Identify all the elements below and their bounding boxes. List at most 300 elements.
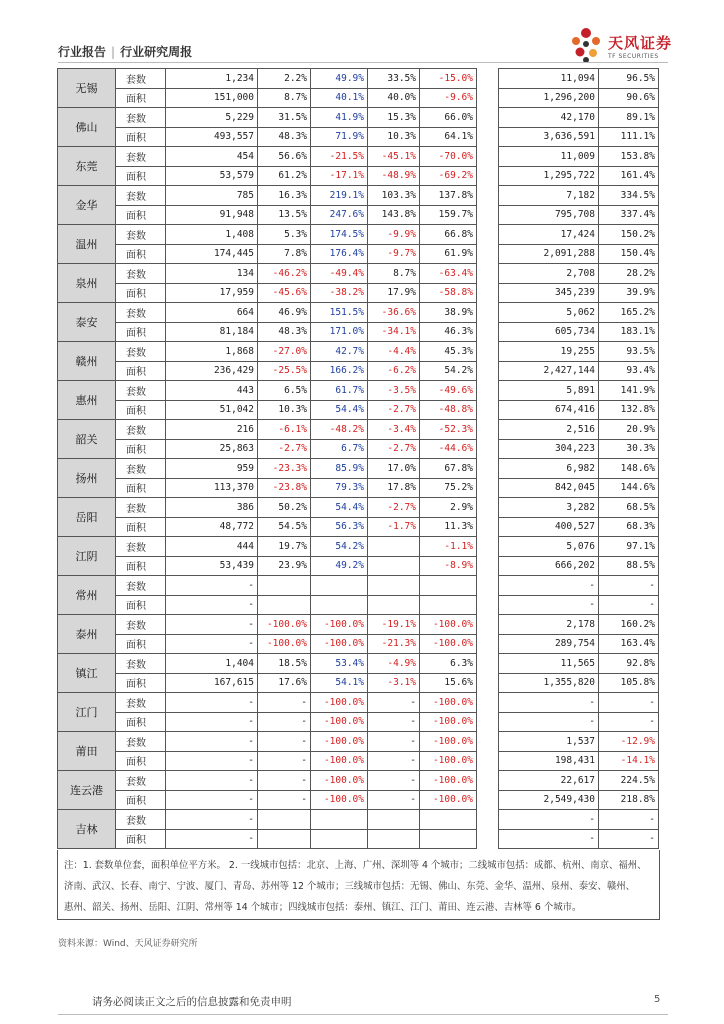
value-cell: -100.0%	[420, 751, 477, 771]
column-gap	[477, 537, 499, 557]
value-cell: 795,708	[499, 205, 599, 225]
column-gap	[477, 556, 499, 576]
value-cell: 96.5%	[599, 69, 659, 89]
table-row	[58, 576, 659, 596]
indicator-cell: 套数	[116, 498, 166, 518]
value-cell: 493,557	[166, 127, 258, 147]
footer-disclaimer: 请务必阅读正文之后的信息披露和免责申明	[92, 996, 292, 1008]
indicator-cell: 套数	[116, 693, 166, 713]
value-cell: 1,868	[166, 342, 258, 362]
value-cell: 103.3%	[368, 186, 420, 206]
value-cell: 48.3%	[258, 127, 311, 147]
column-gap	[477, 381, 499, 401]
tf-securities-logo	[568, 26, 678, 66]
breadcrumb-type: 行业研究周报	[120, 45, 193, 59]
value-cell: 2,549,430	[499, 790, 599, 810]
value-cell: 334.5%	[599, 186, 659, 206]
table-row	[58, 127, 659, 147]
indicator-cell: 套数	[116, 576, 166, 596]
value-cell: 13.5%	[258, 205, 311, 225]
value-cell: 54.4%	[311, 498, 368, 518]
indicator-cell: 套数	[116, 264, 166, 284]
value-cell: 46.3%	[420, 322, 477, 342]
value-cell: 88.5%	[599, 556, 659, 576]
indicator-cell: 套数	[116, 615, 166, 635]
value-cell: 151,000	[166, 88, 258, 108]
value-cell: -1.1%	[420, 537, 477, 557]
indicator-cell: 面积	[116, 205, 166, 225]
note-line-2: 济南、武汉、长春、南宁、宁波、厦门、青岛、苏州等 12 个城市；三线城市包括：无锡、佛山、东莞、金华、温州、泉州、泰安、赣州、	[64, 881, 636, 892]
value-cell: -2.7%	[368, 498, 420, 518]
city-name-cell: 东莞	[58, 147, 116, 186]
value-cell: 6,982	[499, 459, 599, 479]
table-row	[58, 322, 659, 342]
value-cell: -100.0%	[420, 790, 477, 810]
value-cell: -	[499, 595, 599, 615]
value-cell: -12.9%	[599, 732, 659, 752]
value-cell: -9.7%	[368, 244, 420, 264]
city-name-cell: 常州	[58, 576, 116, 615]
value-cell: 54.5%	[258, 517, 311, 537]
value-cell: -100.0%	[420, 771, 477, 791]
value-cell: 54.1%	[311, 673, 368, 693]
value-cell: -6.2%	[368, 361, 420, 381]
value-cell: 85.9%	[311, 459, 368, 479]
value-cell: -19.1%	[368, 615, 420, 635]
column-gap	[477, 498, 499, 518]
value-cell: 289,754	[499, 634, 599, 654]
value-cell: 2,427,144	[499, 361, 599, 381]
indicator-cell: 面积	[116, 166, 166, 186]
column-gap	[477, 517, 499, 537]
value-cell: -	[599, 693, 659, 713]
value-cell: -4.9%	[368, 654, 420, 674]
value-cell: -	[258, 751, 311, 771]
value-cell	[311, 810, 368, 830]
column-gap	[477, 634, 499, 654]
city-name-cell: 镇江	[58, 654, 116, 693]
column-gap	[477, 790, 499, 810]
indicator-cell: 套数	[116, 732, 166, 752]
value-cell: 50.2%	[258, 498, 311, 518]
table-row	[58, 634, 659, 654]
value-cell: 159.7%	[420, 205, 477, 225]
value-cell: 40.1%	[311, 88, 368, 108]
value-cell: -	[166, 751, 258, 771]
value-cell: 1,234	[166, 69, 258, 89]
value-cell: 42.7%	[311, 342, 368, 362]
column-gap	[477, 732, 499, 752]
value-cell: 2,091,288	[499, 244, 599, 264]
value-cell: 219.1%	[311, 186, 368, 206]
table-row	[58, 225, 659, 245]
value-cell: 10.3%	[368, 127, 420, 147]
value-cell: 23.9%	[258, 556, 311, 576]
column-gap	[477, 829, 499, 849]
indicator-cell: 面积	[116, 439, 166, 459]
table-row	[58, 556, 659, 576]
value-cell: -14.1%	[599, 751, 659, 771]
value-cell: 90.6%	[599, 88, 659, 108]
value-cell: 224.5%	[599, 771, 659, 791]
value-cell: -100.0%	[311, 634, 368, 654]
logo-subtitle: TF SECURITIES	[608, 53, 659, 60]
table-row	[58, 186, 659, 206]
page-number: 5	[654, 994, 661, 1005]
value-cell: -45.1%	[368, 147, 420, 167]
city-name-cell: 惠州	[58, 381, 116, 420]
table-row	[58, 732, 659, 752]
value-cell: 7.8%	[258, 244, 311, 264]
footer-divider	[58, 1014, 668, 1015]
value-cell: 56.6%	[258, 147, 311, 167]
value-cell: -	[166, 693, 258, 713]
value-cell: 15.6%	[420, 673, 477, 693]
value-cell: 48,772	[166, 517, 258, 537]
table-row	[58, 303, 659, 323]
city-name-cell: 泰州	[58, 615, 116, 654]
indicator-cell: 面积	[116, 322, 166, 342]
indicator-cell: 套数	[116, 225, 166, 245]
value-cell: 216	[166, 420, 258, 440]
column-gap	[477, 225, 499, 245]
table-row	[58, 147, 659, 167]
value-cell: 6.7%	[311, 439, 368, 459]
column-gap	[477, 400, 499, 420]
value-cell: 49.2%	[311, 556, 368, 576]
value-cell: -36.6%	[368, 303, 420, 323]
logo-name: 天风证券	[608, 34, 673, 52]
column-gap	[477, 147, 499, 167]
value-cell: -38.2%	[311, 283, 368, 303]
value-cell: 41.9%	[311, 108, 368, 128]
indicator-cell: 面积	[116, 361, 166, 381]
value-cell: 28.2%	[599, 264, 659, 284]
value-cell: -4.4%	[368, 342, 420, 362]
value-cell: 17.0%	[368, 459, 420, 479]
value-cell: 842,045	[499, 478, 599, 498]
column-gap	[477, 88, 499, 108]
value-cell: 5,076	[499, 537, 599, 557]
column-gap	[477, 439, 499, 459]
table-row	[58, 693, 659, 713]
value-cell: 785	[166, 186, 258, 206]
value-cell: 664	[166, 303, 258, 323]
value-cell: -	[599, 810, 659, 830]
indicator-cell: 套数	[116, 69, 166, 89]
value-cell: 7,182	[499, 186, 599, 206]
value-cell: -25.5%	[258, 361, 311, 381]
value-cell: 53,579	[166, 166, 258, 186]
table-row	[58, 264, 659, 284]
city-name-cell: 莆田	[58, 732, 116, 771]
indicator-cell: 套数	[116, 459, 166, 479]
table-row	[58, 790, 659, 810]
indicator-cell: 套数	[116, 654, 166, 674]
value-cell	[368, 810, 420, 830]
value-cell	[258, 595, 311, 615]
column-gap	[477, 166, 499, 186]
value-cell: 49.9%	[311, 69, 368, 89]
value-cell: 54.2%	[311, 537, 368, 557]
value-cell: 144.6%	[599, 478, 659, 498]
value-cell: -48.2%	[311, 420, 368, 440]
indicator-cell: 套数	[116, 381, 166, 401]
value-cell: 93.5%	[599, 342, 659, 362]
value-cell: -15.0%	[420, 69, 477, 89]
city-name-cell: 泉州	[58, 264, 116, 303]
value-cell: -100.0%	[311, 751, 368, 771]
value-cell: 5,229	[166, 108, 258, 128]
value-cell: -	[499, 810, 599, 830]
city-name-cell: 金华	[58, 186, 116, 225]
value-cell: 8.7%	[368, 264, 420, 284]
value-cell: -63.4%	[420, 264, 477, 284]
value-cell: 304,223	[499, 439, 599, 459]
value-cell: -100.0%	[258, 634, 311, 654]
value-cell: -3.5%	[368, 381, 420, 401]
value-cell: 174,445	[166, 244, 258, 264]
indicator-cell: 面积	[116, 712, 166, 732]
value-cell: -	[499, 712, 599, 732]
column-gap	[477, 771, 499, 791]
table-row	[58, 771, 659, 791]
value-cell	[311, 595, 368, 615]
table-row	[58, 537, 659, 557]
value-cell: -1.7%	[368, 517, 420, 537]
value-cell: 2,178	[499, 615, 599, 635]
value-cell: 46.9%	[258, 303, 311, 323]
indicator-cell: 套数	[116, 147, 166, 167]
value-cell: -48.9%	[368, 166, 420, 186]
table-row	[58, 478, 659, 498]
table-row	[58, 342, 659, 362]
value-cell: 17.6%	[258, 673, 311, 693]
column-gap	[477, 186, 499, 206]
value-cell: 160.2%	[599, 615, 659, 635]
column-gap	[477, 615, 499, 635]
value-cell: 71.9%	[311, 127, 368, 147]
indicator-cell: 面积	[116, 283, 166, 303]
value-cell	[311, 576, 368, 596]
value-cell: 132.8%	[599, 400, 659, 420]
value-cell: 5,891	[499, 381, 599, 401]
value-cell: 959	[166, 459, 258, 479]
value-cell: -	[166, 595, 258, 615]
value-cell: -100.0%	[258, 615, 311, 635]
value-cell: -	[258, 693, 311, 713]
value-cell: -100.0%	[311, 771, 368, 791]
value-cell: -9.9%	[368, 225, 420, 245]
value-cell: 17,959	[166, 283, 258, 303]
column-gap	[477, 595, 499, 615]
value-cell: 61.2%	[258, 166, 311, 186]
column-gap	[477, 673, 499, 693]
indicator-cell: 面积	[116, 751, 166, 771]
value-cell: 10.3%	[258, 400, 311, 420]
value-cell: -	[368, 790, 420, 810]
column-gap	[477, 303, 499, 323]
value-cell: -8.9%	[420, 556, 477, 576]
value-cell: 134	[166, 264, 258, 284]
indicator-cell: 面积	[116, 829, 166, 849]
value-cell: -49.6%	[420, 381, 477, 401]
value-cell: 40.0%	[368, 88, 420, 108]
value-cell	[258, 810, 311, 830]
value-cell: 11,565	[499, 654, 599, 674]
indicator-cell: 面积	[116, 478, 166, 498]
value-cell: 17.8%	[368, 478, 420, 498]
value-cell: -100.0%	[311, 693, 368, 713]
value-cell: 386	[166, 498, 258, 518]
value-cell: 2.9%	[420, 498, 477, 518]
value-cell: 53.4%	[311, 654, 368, 674]
column-gap	[477, 127, 499, 147]
value-cell: 2,708	[499, 264, 599, 284]
value-cell: -	[368, 732, 420, 752]
indicator-cell: 面积	[116, 127, 166, 147]
value-cell: 38.9%	[420, 303, 477, 323]
value-cell: 17.9%	[368, 283, 420, 303]
column-gap	[477, 751, 499, 771]
value-cell: -	[368, 693, 420, 713]
table-row	[58, 361, 659, 381]
value-cell: 105.8%	[599, 673, 659, 693]
table-row	[58, 166, 659, 186]
note-line-1: 注：1. 套数单位套，面积单位平方米。 2. 一线城市包括：北京、上海、广州、深圳等 4 个城市；二线城市包括：成都、杭州、南京、福州、	[64, 860, 647, 871]
city-name-cell: 无锡	[58, 69, 116, 108]
value-cell: -17.1%	[311, 166, 368, 186]
column-gap	[477, 205, 499, 225]
indicator-cell: 套数	[116, 771, 166, 791]
value-cell: 54.4%	[311, 400, 368, 420]
value-cell: -	[166, 810, 258, 830]
table-row	[58, 595, 659, 615]
value-cell: 400,527	[499, 517, 599, 537]
value-cell: -52.3%	[420, 420, 477, 440]
value-cell: 3,636,591	[499, 127, 599, 147]
value-cell	[368, 829, 420, 849]
table-row	[58, 400, 659, 420]
value-cell: -	[166, 712, 258, 732]
column-gap	[477, 420, 499, 440]
value-cell: 97.1%	[599, 537, 659, 557]
column-gap	[477, 712, 499, 732]
value-cell: 148.6%	[599, 459, 659, 479]
table-row	[58, 712, 659, 732]
value-cell: -100.0%	[311, 790, 368, 810]
city-name-cell: 泰安	[58, 303, 116, 342]
value-cell: -100.0%	[420, 634, 477, 654]
value-cell: 236,429	[166, 361, 258, 381]
indicator-cell: 套数	[116, 108, 166, 128]
value-cell: 198,431	[499, 751, 599, 771]
value-cell: -	[166, 732, 258, 752]
value-cell: 345,239	[499, 283, 599, 303]
value-cell: -23.8%	[258, 478, 311, 498]
city-name-cell: 韶关	[58, 420, 116, 459]
value-cell: 337.4%	[599, 205, 659, 225]
column-gap	[477, 459, 499, 479]
value-cell: -23.3%	[258, 459, 311, 479]
value-cell: 66.0%	[420, 108, 477, 128]
value-cell: -58.8%	[420, 283, 477, 303]
value-cell	[420, 810, 477, 830]
indicator-cell: 套数	[116, 810, 166, 830]
value-cell: -	[258, 712, 311, 732]
value-cell: 42,170	[499, 108, 599, 128]
value-cell: 176.4%	[311, 244, 368, 264]
value-cell: -	[166, 771, 258, 791]
column-gap	[477, 361, 499, 381]
city-sales-table	[57, 68, 659, 849]
table-row	[58, 439, 659, 459]
note-line-3: 惠州、韶关、扬州、岳阳、江阴、常州等 14 个城市；四线城市包括：泰州、镇江、江门、莆田、连云港、吉林等 6 个城市。	[64, 902, 582, 913]
value-cell: 443	[166, 381, 258, 401]
indicator-cell: 面积	[116, 88, 166, 108]
value-cell: 17,424	[499, 225, 599, 245]
logo-mark-icon	[568, 26, 604, 64]
value-cell: 61.9%	[420, 244, 477, 264]
value-cell: -	[258, 771, 311, 791]
value-cell: -	[166, 634, 258, 654]
value-cell: 66.8%	[420, 225, 477, 245]
value-cell: -100.0%	[420, 693, 477, 713]
value-cell: -100.0%	[420, 712, 477, 732]
table-row	[58, 283, 659, 303]
value-cell	[420, 576, 477, 596]
value-cell	[368, 556, 420, 576]
breadcrumb-category: 行业报告	[58, 45, 107, 59]
indicator-cell: 面积	[116, 790, 166, 810]
report-breadcrumb	[58, 43, 192, 60]
indicator-cell: 套数	[116, 537, 166, 557]
value-cell: 93.4%	[599, 361, 659, 381]
table-row	[58, 381, 659, 401]
value-cell: 92.8%	[599, 654, 659, 674]
column-gap	[477, 654, 499, 674]
value-cell: -21.3%	[368, 634, 420, 654]
value-cell: 39.9%	[599, 283, 659, 303]
value-cell: -6.1%	[258, 420, 311, 440]
city-name-cell: 扬州	[58, 459, 116, 498]
value-cell: 20.9%	[599, 420, 659, 440]
value-cell: 247.6%	[311, 205, 368, 225]
value-cell: -48.8%	[420, 400, 477, 420]
value-cell	[258, 829, 311, 849]
city-name-cell: 温州	[58, 225, 116, 264]
value-cell: 183.1%	[599, 322, 659, 342]
value-cell: 8.7%	[258, 88, 311, 108]
value-cell: 25,863	[166, 439, 258, 459]
value-cell: -44.6%	[420, 439, 477, 459]
value-cell: -2.7%	[368, 439, 420, 459]
value-cell: 113,370	[166, 478, 258, 498]
value-cell: -	[499, 576, 599, 596]
value-cell	[258, 576, 311, 596]
table-row	[58, 108, 659, 128]
value-cell: 81,184	[166, 322, 258, 342]
indicator-cell: 套数	[116, 303, 166, 323]
value-cell: 89.1%	[599, 108, 659, 128]
value-cell: 18.5%	[258, 654, 311, 674]
table-row	[58, 205, 659, 225]
breadcrumb-separator: |	[111, 45, 116, 59]
value-cell: 33.5%	[368, 69, 420, 89]
value-cell: 64.1%	[420, 127, 477, 147]
value-cell: -45.6%	[258, 283, 311, 303]
value-cell: 5.3%	[258, 225, 311, 245]
